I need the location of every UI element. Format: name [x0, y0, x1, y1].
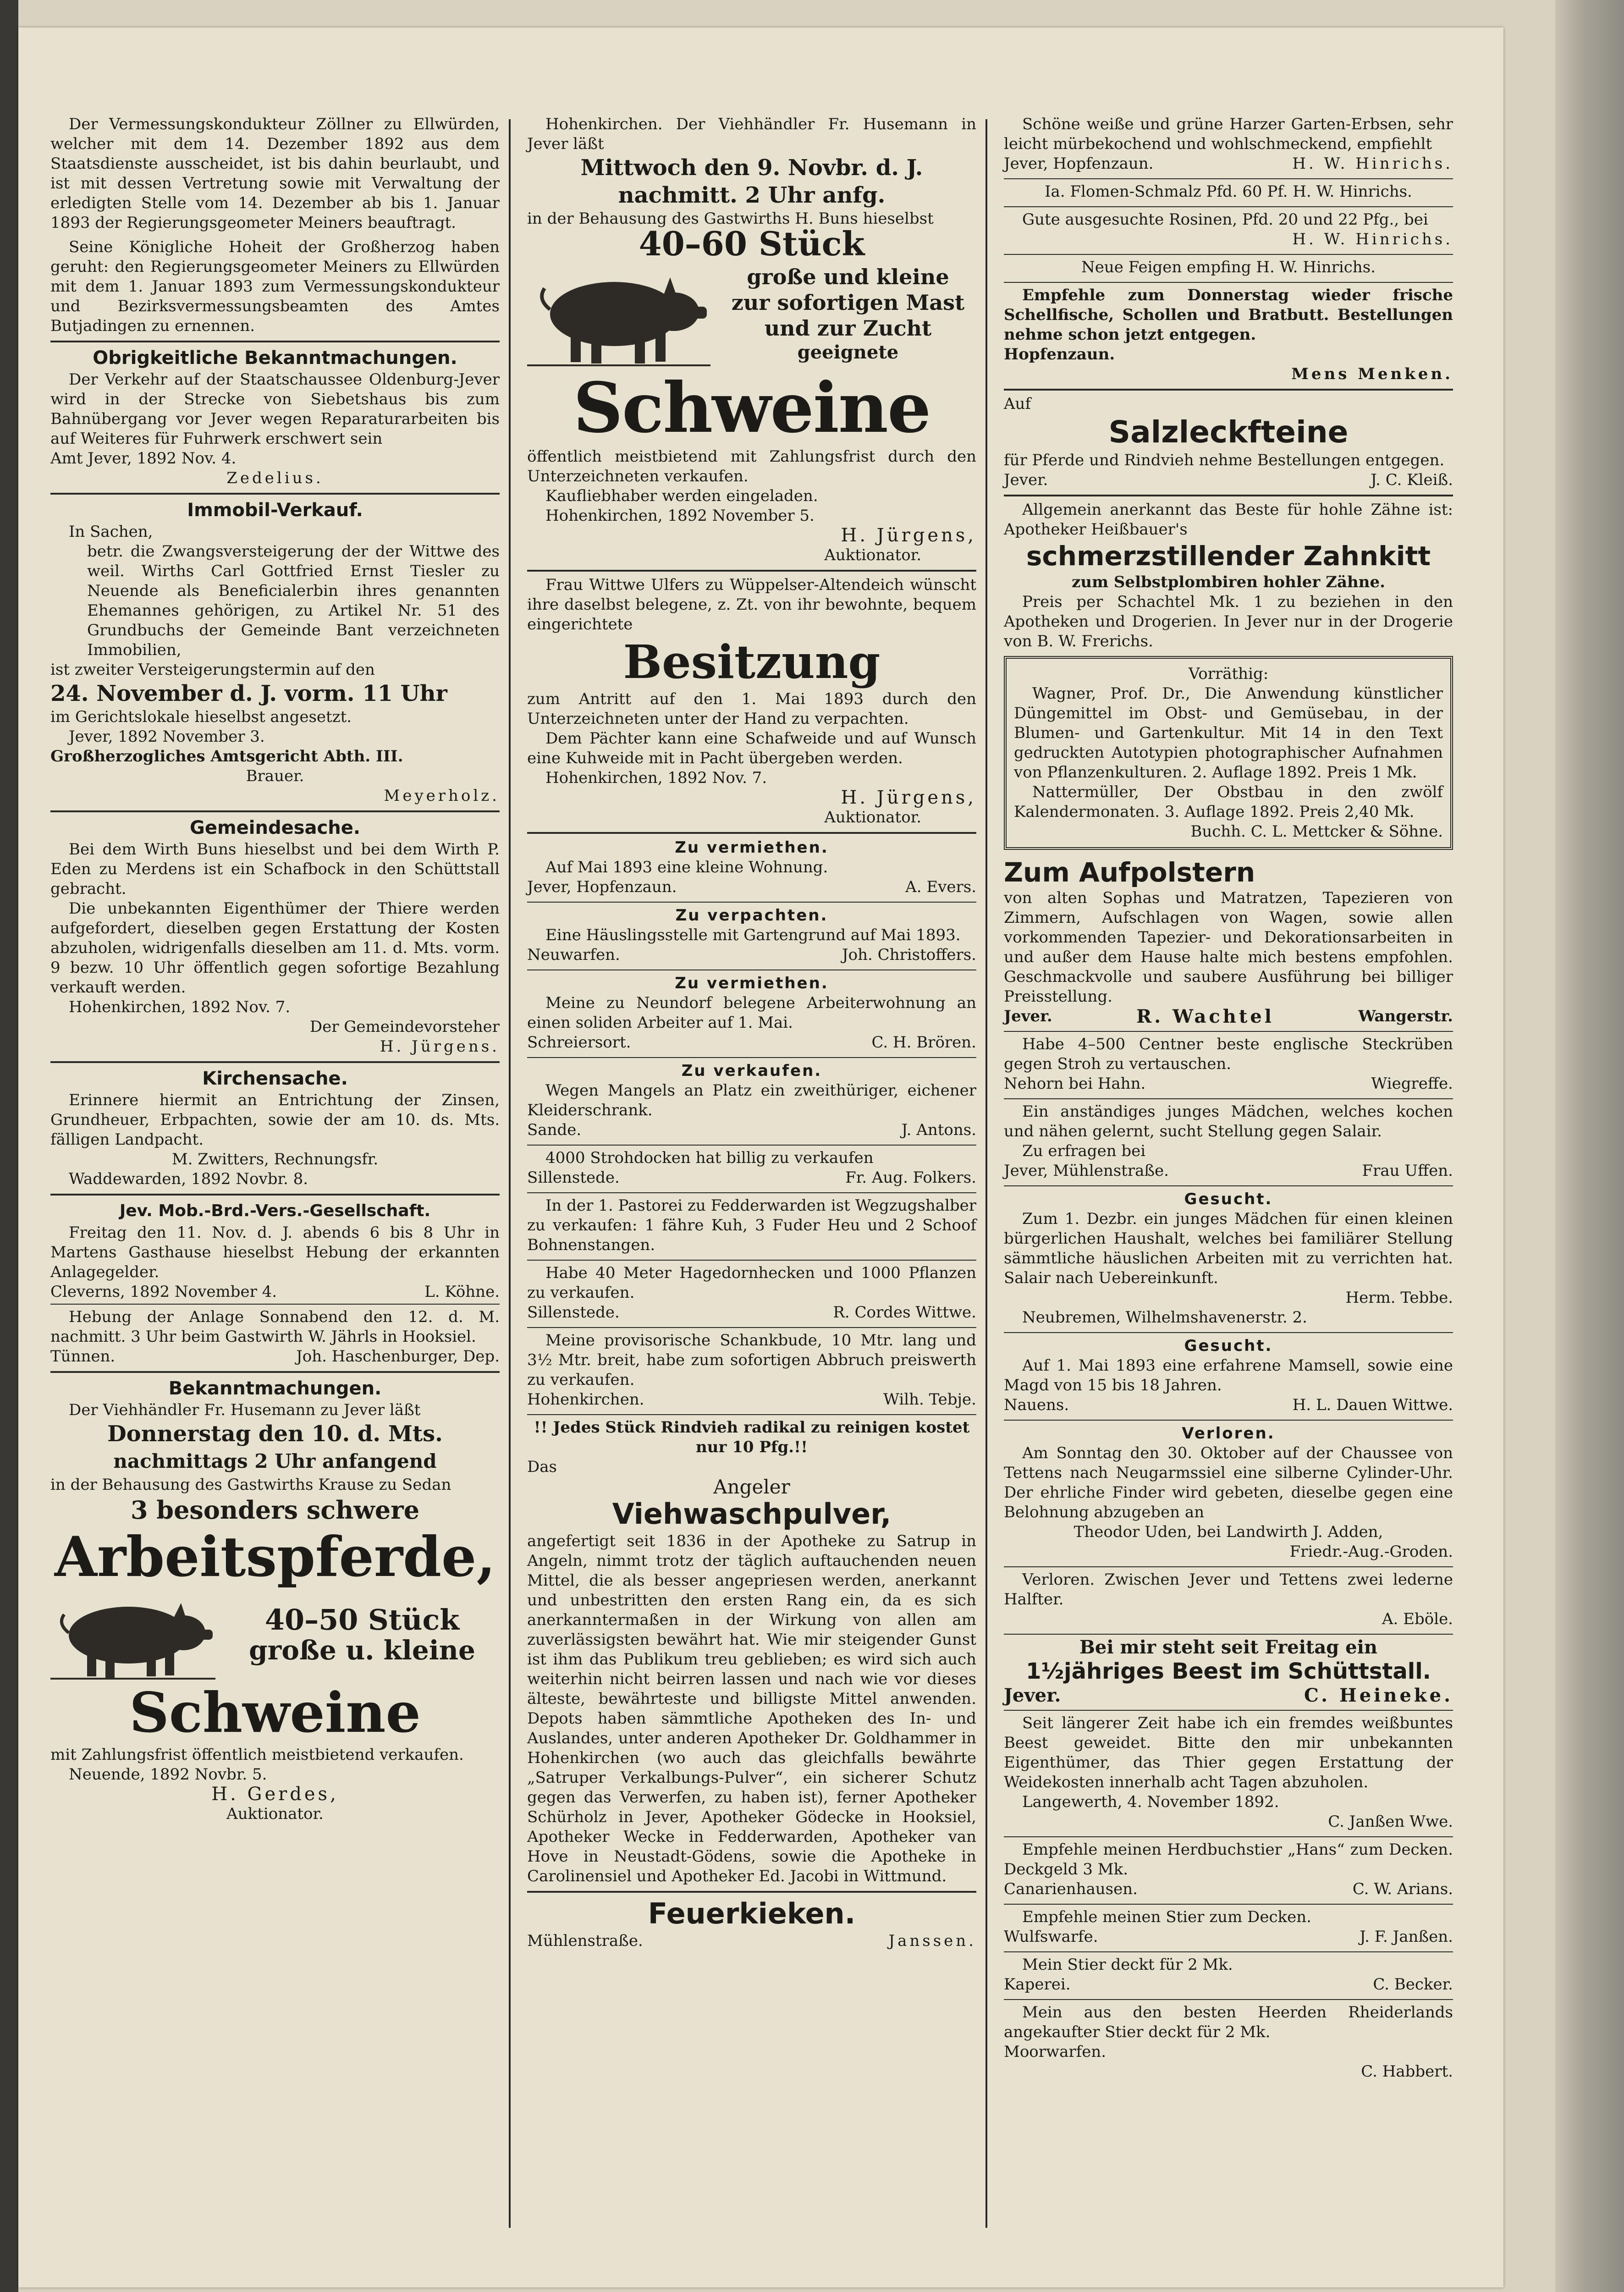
bull-3-place: Kaperei. — [1004, 1975, 1071, 1994]
notice-lease — [527, 905, 976, 965]
gemeinde-role: Der Gemeindevorsteher — [309, 1018, 500, 1036]
peas-signature: H. W. Hinrichs. — [1292, 154, 1453, 173]
raisins-text: Gute ausgesuchte Rosinen, Pfd. 20 und 22 Pfg., bei — [1022, 210, 1428, 229]
lost-signature-2: Friedr.-Aug.-Groden. — [1289, 1543, 1453, 1561]
upholstery-street: Wangerstr. — [1358, 1007, 1453, 1025]
divider — [50, 493, 500, 495]
notice-bull-2 — [1004, 1907, 1453, 1947]
divider — [50, 810, 500, 812]
notice-rent-2 — [527, 973, 976, 1052]
sale-heading: Zu verkaufen. — [681, 1062, 822, 1080]
fish-text: Empfehle zum Donnerstag wieder frische Schellfische, Schollen und Bratbutt. Bestellungen nehme schon jetzt entgegen. — [1004, 286, 1453, 344]
rent-2-text: Meine zu Neundorf belegene Arbeiterwohnung an einen soliden Arbeiter auf 1. Mai. — [527, 994, 976, 1032]
property-text: zum Antritt auf den 1. Mai 1893 durch den Unterzeichneten unter der Hand zu verpachten. — [527, 690, 976, 728]
pig-illustration-icon — [527, 259, 710, 369]
auction-text: Der Viehhändler Fr. Husemann zu Jever läßt — [69, 1401, 421, 1419]
scan-edge-right — [1555, 0, 1624, 2292]
insurance-signature-2: Joh. Haschenburger, Dep. — [296, 1347, 500, 1366]
divider — [527, 1327, 976, 1328]
peas-place: Jever, Hopfenzaun. — [1004, 154, 1154, 173]
beast-title: 1½jähriges Beest im Schüttstall. — [1026, 1658, 1431, 1684]
bull-4-signature: C. Habbert. — [1361, 2062, 1453, 2081]
divider — [1004, 178, 1453, 179]
auction-heading: Bekanntmachungen. — [168, 1378, 382, 1399]
bull-3-signature: C. Becker. — [1373, 1975, 1453, 1994]
immobil-line: In Sachen, — [69, 523, 153, 541]
rent-1-place: Jever, Hopfenzaun. — [527, 878, 677, 896]
straw-signature: Fr. Aug. Folkers. — [845, 1168, 976, 1187]
stray-signature: C. Janßen Wwe. — [1328, 1813, 1453, 1831]
insurance-text: Freitag den 11. Nov. d. J. abends 6 bis 8 Uhr in Martens Gasthause hieselbst Hebung der erkannten Anlagegelder. — [50, 1223, 500, 1281]
pigs-row — [527, 259, 976, 369]
column-rule-1 — [509, 119, 511, 2228]
official-text: Der Verkehr auf der Staatschaussee Oldenburg-Jever wird in der Strecke von Siebetshaus bis zum Bahnübergang vor Jever wegen Reparaturarbeiten bis auf Weiteres für Fuhrwerk erschwert sein — [50, 370, 500, 448]
beast-signature: C. Heineke. — [1304, 1685, 1453, 1706]
pigs-line: und zur Zucht — [764, 316, 932, 341]
upholstery-signature-row — [1004, 1007, 1453, 1026]
divider — [527, 1057, 976, 1058]
stray-place: Langewerth, 4. November 1892. — [1022, 1793, 1279, 1811]
property-signature: H. Jürgens, — [841, 787, 976, 808]
hans-text: Empfehle meinen Herdbuchstier „Hans“ zum Decken. Deckgeld 3 Mk. — [1004, 1840, 1453, 1879]
property-text-2: Dem Pächter kann eine Schafweide und auf Wunsch eine Kuhweide mit in Pacht übergeben werden. — [527, 729, 976, 767]
auction-pig-row — [50, 1589, 500, 1681]
straw-signature-row — [527, 1168, 976, 1188]
sale-signature: J. Antons. — [901, 1121, 976, 1139]
divider — [527, 1260, 976, 1261]
pigs-place: in der Behausung des Gastwirths H. Buns hieselbst — [527, 209, 934, 228]
beast-intro: Bei mir steht seit Freitag ein — [1079, 1636, 1377, 1658]
auction-role: Auktionator. — [226, 1805, 324, 1823]
notice-girl-seeking — [1004, 1102, 1453, 1181]
lease-place: Neuwarfen. — [527, 946, 620, 964]
auction-pig-count: 40–50 Stück — [264, 1603, 460, 1636]
divider — [1004, 1710, 1453, 1711]
hedges-place: Sillenstede. — [527, 1303, 620, 1322]
divider — [50, 341, 500, 342]
notice-auction-pigs — [527, 115, 976, 565]
auction-horses-title: Arbeitspferde, — [54, 1525, 496, 1589]
booth-text: Meine provisorische Schankbude, 10 Mtr. lang und 3½ Mtr. breit, habe zum sofortigen Abbruch preiswerth zu verkaufen. — [527, 1331, 976, 1389]
notice-feuerkieken — [527, 1896, 976, 1951]
notice-wanted-2 — [1004, 1336, 1453, 1415]
rent-2-signature-row — [527, 1033, 976, 1052]
turnips-place: Nehorn bei Hahn. — [1004, 1074, 1146, 1093]
notice-viehwaschpulver — [527, 1418, 976, 1886]
immobil-line: im Gerichtslokale hieselbst angesetzt. — [50, 708, 352, 726]
vw-das: Das — [527, 1458, 557, 1476]
divider — [527, 832, 976, 834]
hans-place: Canarienhausen. — [1004, 1880, 1138, 1898]
auction-place-text: in der Behausung des Gastwirths Krause zu Sedan — [50, 1476, 451, 1494]
immobil-court: Großherzogliches Amtsgericht Abth. III. — [50, 747, 403, 766]
notice-figs: Neue Feigen empfing H. W. Hinrichs. — [1081, 258, 1376, 276]
pigs-date: Mittwoch den 9. Novbr. d. J. — [580, 155, 923, 181]
salt-auf: Auf — [1004, 395, 1031, 413]
notice-rent-1 — [527, 837, 976, 897]
straw-place: Sillenstede. — [527, 1168, 620, 1187]
lease-heading: Zu verpachten. — [675, 906, 828, 925]
immobil-heading: Immobil-Verkauf. — [187, 500, 363, 521]
notice-lost-halter — [1004, 1570, 1453, 1629]
divider — [50, 1304, 500, 1305]
divider — [1004, 1634, 1453, 1635]
vw-angeler: Angeler — [713, 1476, 790, 1498]
divider — [1004, 1566, 1453, 1567]
insurance-text-2: Hebung der Anlage Sonnabend den 12. d. M. nachmitt. 3 Uhr beim Gastwirth W. Jährls in Hooksiel. — [50, 1308, 500, 1346]
divider — [1004, 389, 1453, 391]
divider — [527, 1414, 976, 1415]
lost-text: Am Sonntag den 30. Oktober auf der Chaussee von Tettens nach Neugarmssiel eine silberne Cylinder-Uhr. Der ehrliche Finder wird gebeten, dieselbe gegen eine Belohnung abzugeben an — [1004, 1444, 1453, 1521]
newspaper-page — [18, 28, 1503, 2287]
salt-signature: J. C. Kleiß. — [1371, 471, 1453, 489]
notice-zahnkitt — [1004, 500, 1453, 651]
immobil-matter: betr. die Zwangsversteigerung der der Wittwe des weil. Wirths Carl Gottfried Ernst Tiesler zu Neuende als Beneficialerbin ihres genannten Ehemannes gehörigen, zu Artikel Nr. 51 des Grundbuchs der Gemeinde Bant verzeichneten Immobilien, — [87, 542, 500, 659]
bull-3-text: Mein Stier deckt für 2 Mk. — [1022, 1956, 1233, 1974]
bull-2-text: Empfehle meinen Stier zum Decken. — [1022, 1908, 1311, 1926]
bull-4-place: Moorwarfen. — [1004, 2043, 1107, 2061]
insurance-place: Cleverns, 1892 November 4. — [50, 1283, 277, 1301]
property-place: Hohenkirchen, 1892 Nov. 7. — [545, 769, 767, 787]
sale-place: Sande. — [527, 1121, 582, 1139]
notice-upholstery — [1004, 856, 1453, 1026]
gemeinde-heading: Gemeindesache. — [189, 817, 361, 838]
notice-sale-wardrobe — [527, 1061, 976, 1140]
divider — [527, 1891, 976, 1893]
scan-edge-left — [0, 0, 18, 2292]
hans-signature-row — [1004, 1879, 1453, 1899]
gemeinde-signature: H. Jürgens. — [380, 1037, 500, 1056]
rent-2-place: Schreiersort. — [527, 1033, 631, 1052]
notice-gemeinde — [50, 816, 500, 1057]
salt-place: Jever. — [1004, 471, 1048, 489]
wanted-1-signature: Herm. Tebbe. — [1345, 1289, 1453, 1307]
divider — [1004, 1098, 1453, 1099]
pigs-text-block — [720, 264, 976, 364]
notice-salt — [1004, 394, 1453, 490]
booth-signature-row — [527, 1390, 976, 1410]
vw-text: angefertigt seit 1836 in der Apotheke zu Satrup in Angeln, nimmt trotz der täglich auftauchenden neuen Mittel, die als besser angepriesen werden, anerkannt und unbestritten den ersten Rang ein, da es sich anerkanntermaßen in der Wirkung von allen am zuverlässigsten bewährt hat. Wie mir steigender Gunst ist ihm das Publikum treu geblieben; es wird sich auch weiterhin nicht beirren lassen und nach wie vor dieses älteste, bewährteste und billigste Mittel anwenden. Depots haben sämmtliche Apotheken des In- und Auslandes, unter anderen Apotheker Dr. Goldhammer in Hohenkirchen (wo auch das gleichfalls bewährte „Satruper Verkalbungs-Pulver“, ein sicherer Schutz gegen das Verwerfen, zu haben ist), ferner Apotheker Schürholz in Jever, Apotheker Gödecke in Hooksiel, Apotheker Wecke in Fedderwarden, Apotheker van Hove in Neustadt-Gödens, sowie die Apotheke in Carolinensiel und Apotheker Ed. Jacobi in Wittmund. — [527, 1532, 976, 1885]
divider — [527, 1192, 976, 1193]
divider — [1004, 1951, 1453, 1952]
upholstery-signature: R. Wachtel — [1136, 1006, 1274, 1027]
gemeinde-text: Die unbekannten Eigenthümer der Thiere werden aufgefordert, dieselben gegen Erstattung der Kosten abzuholen, widrigenfalls dieselben am 11. d. Mts. vorm. 9 bezw. 10 Uhr öffentlich gegen sofortige Bezahlung verkauft werden. — [50, 899, 500, 997]
divider — [1004, 254, 1453, 255]
pigs-title: Schweine — [573, 368, 930, 448]
insurance-heading: Jev. Mob.-Brd.-Vers.-Gesellschaft. — [119, 1201, 431, 1220]
girl-text: Ein anständiges junges Mädchen, welches kochen und nähen gelernt, sucht Stellung gegen Salair. — [1004, 1102, 1453, 1140]
halter-signature: A. Eböle. — [1382, 1610, 1453, 1628]
gemeinde-place: Hohenkirchen, 1892 Nov. 7. — [69, 998, 291, 1016]
vw-title: Viehwaschpulver, — [612, 1497, 892, 1531]
column-1 — [50, 115, 500, 1829]
raisins-signature: H. W. Hinrichs. — [1292, 230, 1453, 248]
pigs-count: 40–60 Stück — [639, 224, 865, 263]
notice-straw — [527, 1148, 976, 1188]
divider — [1004, 1420, 1453, 1421]
wanted-2-place: Nauens. — [1004, 1396, 1069, 1414]
divider — [50, 1371, 500, 1373]
bookshop-signature: Buchh. C. L. Mettcker & Söhne. — [1190, 822, 1443, 841]
auction-pig-size: große u. kleine — [249, 1635, 475, 1666]
auction-big-line: 3 besonders schwere — [130, 1495, 420, 1525]
official-heading: Obrigkeitliche Bekanntmachungen. — [93, 347, 457, 369]
property-intro: Frau Wittwe Ulfers zu Wüppelser-Altendeich wünscht ihre daselbst belegene, z. Zt. von ihr bewohnte, bequem eingerichtete — [527, 576, 976, 634]
divider — [527, 570, 976, 572]
feuerkieken-place: Mühlenstraße. — [527, 1932, 643, 1950]
notice-booth — [527, 1331, 976, 1410]
immobil-judge: Brauer. — [246, 767, 304, 785]
notice-grand-duke: Seine Königliche Hoheit der Großherzog haben geruht: den Regierungsgeometer Meiners zu Ellwürden mit dem 1. Januar 1893 zum Vermessungskondukteur und Bezirksvermessungsbeamten des Amtes Butjadingen zu ernennen. — [50, 238, 500, 335]
notice-hedges — [527, 1263, 976, 1322]
divider — [1004, 206, 1453, 207]
booth-place: Hohenkirchen. — [527, 1390, 644, 1409]
notice-bull-3 — [1004, 1955, 1453, 1994]
girl-text-2: Zu erfragen bei — [1022, 1142, 1146, 1160]
auction-terms: mit Zahlungsfrist öffentlich meistbietend verkaufen. — [50, 1746, 464, 1764]
divider — [1004, 1999, 1453, 2000]
upholstery-place: Jever. — [1004, 1007, 1052, 1025]
kirche-text: Erinnere hiermit an Entrichtung der Zinsen, Grundheuer, Erbpachten, sowie der am 10. ds. Mts. fälligen Landpacht. — [50, 1091, 500, 1149]
beast-signature-row — [1004, 1686, 1453, 1705]
pigs-date-place: Hohenkirchen, 1892 November 5. — [545, 507, 815, 525]
vw-banner: !! Jedes Stück Rindvieh radikal zu reinigen kostet nur 10 Pfg.!! — [534, 1418, 970, 1456]
salt-text: für Pferde und Rindvieh nehme Bestellungen entgegen. — [1004, 451, 1445, 469]
pigs-time: nachmitt. 2 Uhr anfg. — [618, 182, 886, 208]
notice-bull-4 — [1004, 2003, 1453, 2082]
hedges-signature-row — [527, 1303, 976, 1322]
auction-signature: H. Gerdes, — [211, 1784, 339, 1805]
turnips-text: Habe 4–500 Centner beste englische Steckrüben gegen Stroh zu vertauschen. — [1004, 1035, 1453, 1073]
notice-pastorei: In der 1. Pastorei zu Fedderwarden ist Wegzugshalber zu verkaufen: 1 fähre Kuh, 3 Fuder Heu und 2 Schoof Bohnenstangen. — [527, 1196, 976, 1254]
girl-signature-row — [1004, 1161, 1453, 1181]
upholstery-title: Zum Aufpolstern — [1004, 857, 1255, 888]
divider — [1004, 1904, 1453, 1905]
feuerkieken-signature-row — [527, 1931, 976, 1951]
notice-official — [50, 346, 500, 488]
zahnkitt-title: schmerzstillender Zahnkitt — [1026, 540, 1431, 572]
notice-raisins — [1004, 210, 1453, 249]
rent-1-signature-row — [527, 877, 976, 897]
divider — [527, 1145, 976, 1146]
zahnkitt-sub: zum Selbstplombiren hohler Zähne. — [1072, 573, 1385, 591]
feuerkieken-signature: Janssen. — [888, 1932, 976, 1950]
property-role: Auktionator. — [824, 808, 921, 826]
girl-signature: Frau Uffen. — [1362, 1162, 1453, 1180]
rent-1-text: Auf Mai 1893 eine kleine Wohnung. — [545, 858, 828, 876]
notice-immobil — [50, 498, 500, 806]
hans-signature: C. W. Arians. — [1352, 1880, 1453, 1898]
divider — [527, 902, 976, 903]
bull-3-signature-row — [1004, 1975, 1453, 1994]
notice-turnips — [1004, 1035, 1453, 1094]
wanted-2-signature-row — [1004, 1395, 1453, 1415]
turnips-signature-row — [1004, 1074, 1453, 1094]
auction-place: Neuende, 1892 Novbr. 5. — [69, 1765, 267, 1784]
wanted-2-heading: Gesucht. — [1184, 1337, 1273, 1355]
pig-illustration-icon — [50, 1589, 215, 1681]
divider — [1004, 495, 1453, 496]
pigs-terms: öffentlich meistbietend mit Zahlungsfrist durch den Unterzeichneten verkaufen. — [527, 447, 976, 485]
official-signature: Zedelius. — [226, 469, 324, 487]
notice-lost-watch — [1004, 1423, 1453, 1562]
hedges-signature: R. Cordes Wittwe. — [833, 1303, 976, 1322]
straw-text: 4000 Strohdocken hat billig zu verkaufen — [545, 1149, 874, 1167]
pigs-invite: Kaufliebhaber werden eingeladen. — [545, 487, 818, 505]
wanted-2-signature: H. L. Dauen Wittwe. — [1292, 1396, 1453, 1414]
bookshop-box — [1004, 656, 1453, 850]
stray-text: Seit längerer Zeit habe ich ein fremdes weißbuntes Beest geweidet. Bitte den mir unbekannten Eigenthümer, das Thier gegen Erstattung der Weidekosten innerhalb acht Tagen abzuholen. — [1004, 1714, 1453, 1791]
divider — [50, 1061, 500, 1063]
column-3 — [1004, 115, 1453, 2086]
notice-bull-hans — [1004, 1840, 1453, 1899]
column-2 — [527, 115, 976, 1956]
pigs-role: Auktionator. — [824, 546, 921, 564]
pigs-signature: H. Jürgens, — [841, 525, 976, 546]
peas-text: Schöne weiße und grüne Harzer Garten-Erbsen, sehr leicht mürbekochend und wohlschmeckend, empfiehlt — [1004, 115, 1453, 153]
column-rule-2 — [985, 119, 987, 2228]
halter-text: Verloren. Zwischen Jever und Tettens zwei lederne Halfter. — [1004, 1570, 1453, 1609]
bull-2-signature-row — [1004, 1927, 1453, 1947]
zahnkitt-intro: Allgemein anerkannt das Beste für hohle Zähne ist: Apotheker Heißbauer's — [1004, 501, 1453, 539]
lease-signature-row — [527, 945, 976, 965]
rent-1-heading: Zu vermiethen. — [675, 838, 829, 857]
rent-2-signature: C. H. Brören. — [871, 1033, 976, 1052]
kirche-heading: Kirchensache. — [202, 1068, 348, 1089]
notice-insurance — [50, 1199, 500, 1366]
immobil-date: 24. November d. J. vorm. 11 Uhr — [50, 681, 447, 706]
peas-signature-row — [1004, 154, 1453, 174]
property-title: Besitzung — [623, 635, 881, 689]
insurance-place-2: Tünnen. — [50, 1347, 116, 1366]
bull-4-text: Mein aus den besten Heerden Rheiderlands angekaufter Stier deckt für 2 Mk. — [1004, 2003, 1453, 2041]
notice-peas — [1004, 115, 1453, 174]
rent-1-signature: A. Evers. — [905, 878, 976, 896]
bookshop-heading: Vorräthig: — [1188, 665, 1269, 683]
lease-text: Eine Häuslingsstelle mit Gartengrund auf Mai 1893. — [545, 926, 961, 944]
divider — [1004, 282, 1453, 283]
gemeinde-text: Bei dem Wirth Buns hieselbst und bei dem Wirth P. Eden zu Merdens ist ein Schafbock in den Schüttstall gebracht. — [50, 840, 500, 898]
notice-surveyor: Der Vermessungskondukteur Zöllner zu Ellwürden, welcher mit dem 14. Dezember 1892 aus dem Staatsdienste ausscheidet, ist bis dahin beurlaubt, und ist mit dessen Vertretung sowie mit Verwaltung der erledigten Stelle vom 14. Dezember ab bis 1. Januar 1893 der Regierungsgeometer Meiners beauftragt. — [50, 115, 500, 232]
divider — [50, 1194, 500, 1196]
salt-signature-row — [1004, 470, 1453, 490]
fish-signature: Mens Menken. — [1291, 365, 1453, 383]
auction-date: Donnerstag den 10. d. Mts. — [107, 1421, 443, 1447]
notice-lard: Ia. Flomen-Schmalz Pfd. 60 Pf. H. W. Hinrichs. — [1045, 182, 1412, 201]
notice-property — [527, 575, 976, 827]
auction-pig-text — [225, 1605, 500, 1665]
lost-signature: Theodor Uden, bei Landwirth J. Adden, — [1073, 1523, 1383, 1541]
immobil-place: Jever, 1892 November 3. — [69, 727, 265, 746]
bookshop-item-2: Nattermüller, Der Obstbau in den zwölf Kalendermonaten. 3. Auflage 1892. Preis 2,40 Mk. — [1014, 783, 1443, 821]
wanted-1-text: Zum 1. Dezbr. ein junges Mädchen für einen kleinen bürgerlichen Haushalt, welches bei familiärer Stellung sämmtliche häuslichen Arbeiten mit zu verrichten hat. Salair nach Uebereinkunft. — [1004, 1210, 1453, 1287]
wanted-2-text: Auf 1. Mai 1893 eine erfahrene Mamsell, sowie eine Magd von 15 bis 18 Jahren. — [1004, 1356, 1453, 1394]
sale-text: Wegen Mangels an Platz ein zweithüriger, eichener Kleiderschrank. — [527, 1081, 976, 1119]
auction-time: nachmittags 2 Uhr anfangend — [113, 1450, 437, 1472]
pigs-line: zur sofortigen Mast — [731, 290, 965, 315]
notice-fish — [1004, 286, 1453, 384]
beast-place: Jever. — [1004, 1685, 1061, 1706]
divider — [1004, 1332, 1453, 1333]
pigs-line: große und kleine — [747, 264, 949, 289]
bull-2-place: Wulfswarfe. — [1004, 1928, 1098, 1946]
insurance-signature-row — [50, 1282, 500, 1302]
immobil-clerk: Meyerholz. — [384, 787, 500, 805]
notice-kirche — [50, 1067, 500, 1189]
notice-auction-horses — [50, 1377, 500, 1824]
salt-title: Salzleckfteine — [1108, 414, 1349, 450]
notice-wanted-1 — [1004, 1189, 1453, 1328]
kirche-place: Waddewarden, 1892 Novbr. 8. — [69, 1170, 308, 1188]
immobil-line: ist zweiter Versteigerungstermin auf den — [50, 661, 375, 679]
divider — [1004, 1836, 1453, 1837]
sale-signature-row — [527, 1120, 976, 1140]
kirche-signature: M. Zwitters, Rechnungsfr. — [171, 1150, 379, 1168]
notice-stray-beast — [1004, 1713, 1453, 1832]
lease-signature: Joh. Christoffers. — [842, 946, 976, 964]
zahnkitt-text: Preis per Schachtel Mk. 1 zu beziehen in den Apotheken und Drogerien. In Jever nur in der Drogerie von B. W. Frerichs. — [1004, 593, 1453, 650]
official-place: Amt Jever, 1892 Nov. 4. — [50, 449, 237, 468]
notice-beast — [1004, 1637, 1453, 1705]
auction-pigs-title: Schweine — [129, 1680, 421, 1745]
bull-2-signature: J. F. Janßen. — [1360, 1928, 1453, 1946]
insurance-signature: L. Köhne. — [424, 1283, 500, 1301]
divider — [1004, 1031, 1453, 1032]
hedges-text: Habe 40 Meter Hagedornhecken und 1000 Pflanzen zu verkaufen. — [527, 1264, 976, 1302]
wanted-1-heading: Gesucht. — [1184, 1190, 1273, 1208]
girl-place: Jever, Mühlenstraße. — [1004, 1162, 1169, 1180]
wanted-1-place: Neubremen, Wilhelmshavenerstr. 2. — [1022, 1308, 1307, 1327]
pigs-line: geeignete — [797, 342, 899, 363]
lost-heading: Verloren. — [1182, 1424, 1275, 1443]
fish-place: Hopfenzaun. — [1004, 345, 1115, 364]
turnips-signature: Wiegreffe. — [1371, 1074, 1453, 1093]
pigs-intro: Hohenkirchen. Der Viehhändler Fr. Husemann in Jever läßt — [527, 115, 976, 153]
feuerkieken-title: Feuerkieken. — [648, 1897, 856, 1930]
bookshop-item-1: Wagner, Prof. Dr., Die Anwendung künstlicher Düngemittel im Obst- und Gemüsebau, in der Blumen- und Gartenkultur. Mit 14 in den Text gedruckten Autotypien photographischer Aufnahmen von Pflanzenkulturen. 2. Auflage 1892. Preis 1 Mk. — [1014, 684, 1443, 782]
divider — [1004, 1185, 1453, 1186]
insurance-signature-row-2 — [50, 1347, 500, 1366]
booth-signature: Wilh. Tebje. — [883, 1390, 976, 1409]
upholstery-text: von alten Sophas und Matratzen, Tapezieren von Zimmern, Aufschlagen von Wagen, sowie allen vorkommenden Tapezier- und Dekorationsarbeiten in und außer dem Hause halte mich bestens empfohlen. Geschmackvolle und saubere Ausführung bei billiger Preisstellung. — [1004, 889, 1453, 1006]
rent-2-heading: Zu vermiethen. — [675, 974, 829, 992]
